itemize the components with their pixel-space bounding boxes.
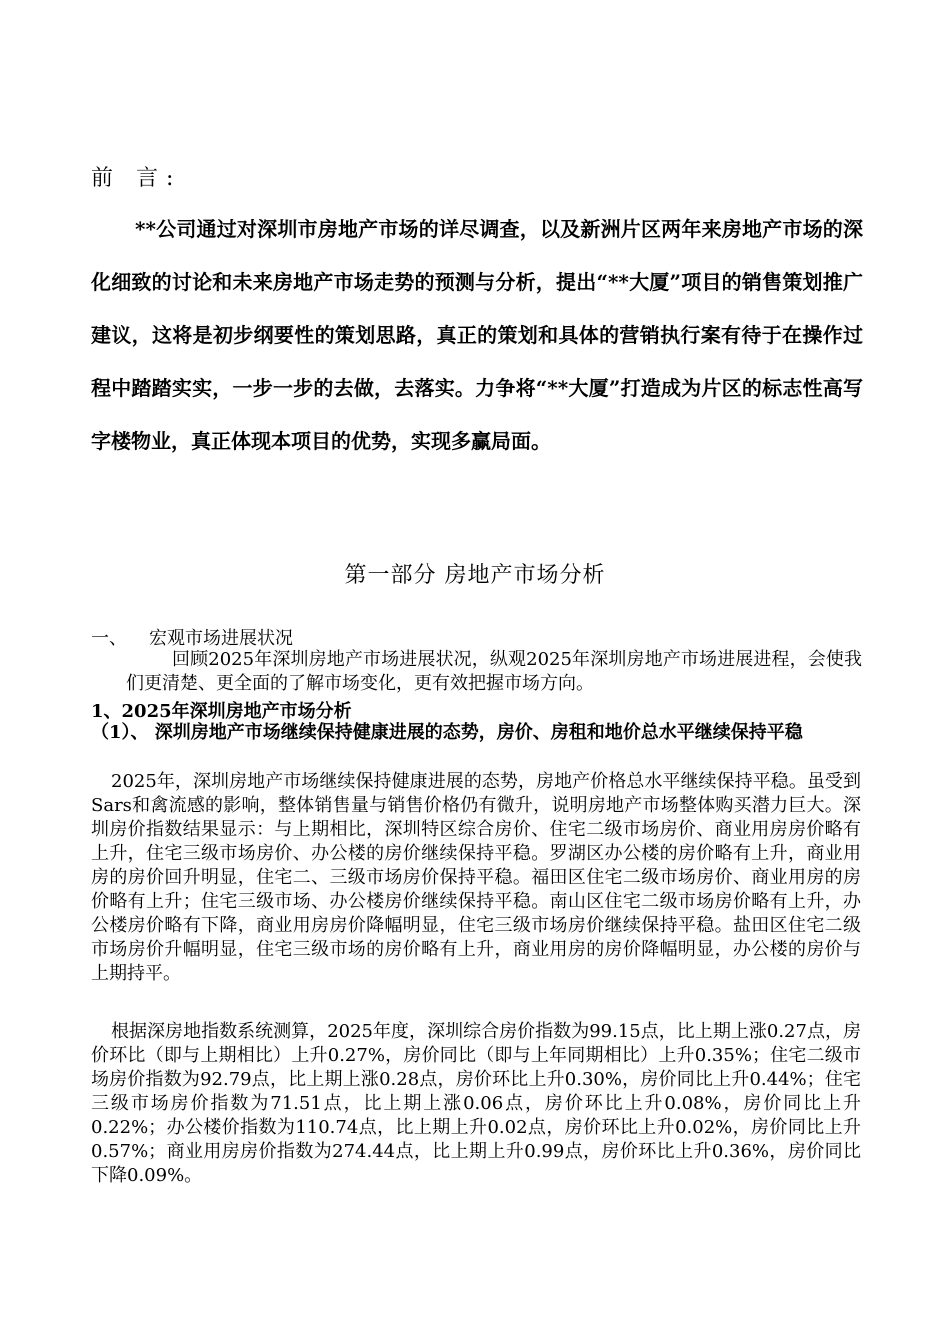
preface-heading: 前 言: <box>91 166 182 191</box>
preface-paragraph: **公司通过对深圳市房地产市场的详尽调查，以及新洲片区两年来房地产市场的深化细致的讨论和未来房地产市场走势的预测与分析，提出“**大厦”项目的销售策划推广建议，这将是初步纲要性的策划思路，真正的策划和具体的营销执行案有待于在操作过程中踏踏实实，一步一步的去做，去落实。力争将“**大厦”打造成为片区的标志性高写字楼物业，真正体现本项目的优势，实现多赢局面。 <box>91 217 863 453</box>
subsection-heading: 1、2025年深圳房地产市场分析 <box>91 701 352 722</box>
body-paragraph: 2025年，深圳房地产市场继续保持健康进展的态势，房地产价格总水平继续保持平稳。虽受到Sars和禽流感的影响，整体销售量与销售价格仍有微升，说明房地产市场整体购买潜力巨大。深圳房价指数结果显示：与上期相比，深圳特区综合房价、住宅二级市场房价、商业用房房价略有上升，住宅三级市场房价、办公楼的房价继续保持平稳。罗湖区办公楼的房价略有上升，商业用房的房价回升明显，住宅二、三级市场房价保持平稳。福田区住宅二级市场房价、商业用房的房价略有上升；住宅三级市场、办公楼房价继续保持平稳。南山区住宅二级市场房价略有上升，办公楼房价略有下降，商业用房房价降幅明显，住宅三级市场房价继续保持平稳。盐田区住宅二级市场房价升幅明显，住宅三级市场的房价略有上升，商业用房的房价降幅明显，办公楼的房价与上期持平。 <box>91 771 861 984</box>
body-paragraph: 根据深房地指数系统测算，2025年度，深圳综合房价指数为99.15点，比上期上涨0.27点，房价环比（即与上期相比）上升0.27%，房价同比（即与上年同期相比）上升0.35%；住宅二级市场房价指数为92.79点，比上期上涨0.28点，房价环比上升0.30%，房价同比上升0.44%；住宅三级市场房价指数为71.51点，比上期上涨0.06点，房价环比上升0.08%，房价同比上升0.22%；办公楼价指数为110.74点，比上期上升0.02点，房价环比上升0.02%，房价同比上升0.57%；商业用房房价指数为274.44点，比上期上升0.99点，房价环比上升0.36%，房价同比下降0.09%。 <box>91 1021 862 1186</box>
section-title: 宏观市场进展状况 <box>149 628 293 649</box>
subsubsection-heading: （1）、 深圳房地产市场继续保持健康进展的态势，房价、房租和地价总水平继续保持平稳 <box>91 722 803 743</box>
section-number: 一、 <box>91 628 127 649</box>
part-title: 第一部分 房地产市场分析 <box>344 563 606 588</box>
section-heading <box>91 624 293 650</box>
section-intro-paragraph: 回顾2025年深圳房地产市场进展状况，纵观2025年深圳房地产市场进展进程，会使我们更清楚、更全面的了解市场变化，更有效把握市场方向。 <box>126 649 862 694</box>
